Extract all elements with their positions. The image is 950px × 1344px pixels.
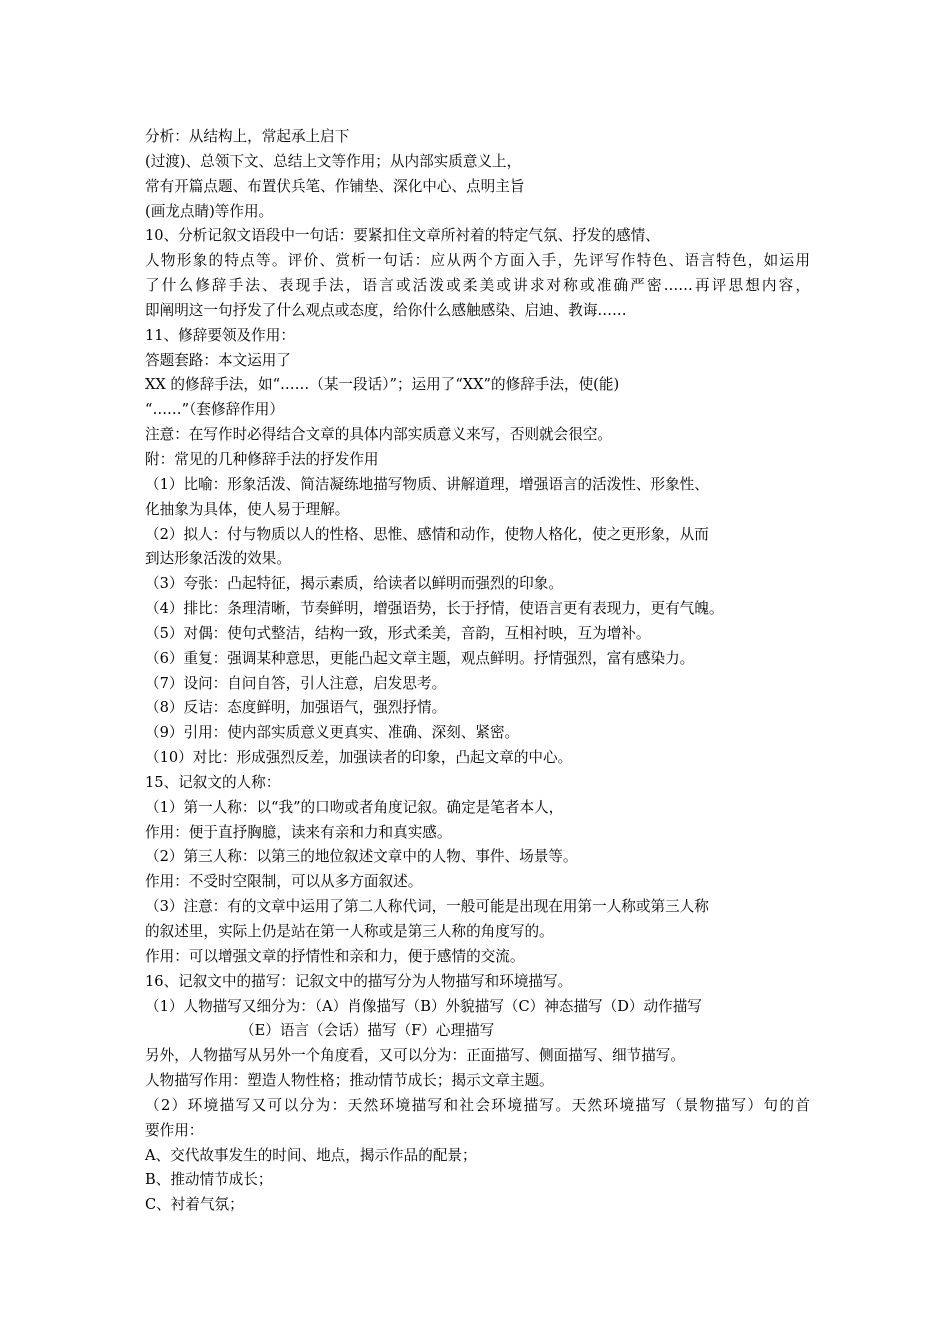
- list-item: B、推动情节成长；: [145, 1171, 273, 1189]
- list-item: （3）注意：有的文章中运用了第二人称代词，一般可能是出现在用第一人称或第三人称: [145, 898, 709, 916]
- section-heading: 16、记叙文中的描写：记叙文中的描写分为人物描写和环境描写。: [145, 972, 573, 990]
- list-item: （4）排比：条理清晰，节奏鲜明，增强语势，长于抒情，使语言更有表现力，更有气魄。: [145, 600, 724, 618]
- list-item: （5）对偶：使句式整洁，结构一致，形式柔美，音韵，互相衬映，互为增补。: [145, 624, 651, 642]
- list-item: （6）重复：强调某种意思，更能凸起文章主题，观点鲜明。抒情强烈，富有感染力。: [145, 649, 695, 667]
- list-item: C、衬着气氛；: [145, 1196, 244, 1214]
- list-item: （2）第三人称：以第三的地位叙述文章中的人物、事件、场景等。: [145, 848, 578, 866]
- text-line: 化抽象为具体，使人易于理解。: [145, 500, 350, 518]
- text-line: 作用：不受时空限制，可以从多方面叙述。: [145, 873, 423, 891]
- list-item: （8）反诘：态度鲜明，加强语气，强烈抒情。: [145, 699, 447, 717]
- text-line: （E）语言（会话）描写（F）心理描写: [240, 1022, 495, 1040]
- list-item: （1）第一人称：以“我”的口吻或者角度记叙。确定是笔者本人，: [145, 798, 564, 816]
- list-item: （7）设问：自问自答，引人注意，启发思考。: [145, 674, 447, 692]
- section-heading: 10、分析记叙文语段中一句话：要紧扣住文章所衬着的特定气氛、抒发的感情、: [145, 227, 660, 245]
- text-line: 作用：便于直抒胸臆，读来有亲和力和真实感。: [145, 823, 452, 841]
- section-heading: 11、修辞要领及作用：: [145, 326, 295, 344]
- list-item: （1）人物描写又细分为：（A）肖像描写（B）外貌描写（C）神态描写（D）动作描写: [145, 997, 702, 1015]
- text-line: (画龙点睛)等作用。: [145, 202, 274, 220]
- text-line: (过渡)、总领下文、总结上文等作用；从内部实质意义上，: [145, 152, 522, 170]
- text-line: 人物形象的特点等。评价、赏析一句话：应从两个方面入手，先评写作特色、语言特色，如运用: [145, 252, 810, 270]
- text-line: 即阐明这一句抒发了什么观点或态度，给你什么感触感染、启迪、教诲……: [145, 301, 627, 319]
- text-line: 的叙述里，实际上仍是站在第一人称或是第三人称的角度写的。: [145, 923, 554, 940]
- list-item: （9）引用：使内部实质意义更真实、准确、深刻、紧密。: [145, 724, 520, 742]
- text-line: 另外，人物描写从另外一个角度看，又可以分为：正面描写、侧面描写、细节描写。: [145, 1047, 685, 1065]
- text-line: 常有开篇点题、布置伏兵笔、作铺垫、深化中心、点明主旨: [145, 177, 525, 195]
- text-line: XX 的修辞手法，如“……（某一段话）”；运用了“XX”的修辞手法，使(能): [145, 376, 620, 394]
- text-line: 到达形象活泼的效果。: [145, 550, 291, 568]
- text-line: 注意：在写作时必得结合文章的具体内部实质意义来写，否则就会很空。: [145, 426, 613, 444]
- text-line: 作用：可以增强文章的抒情性和亲和力，便于感情的交流。: [145, 947, 525, 965]
- list-item: （10）对比：形成强烈反差，加强读者的印象，凸起文章的中心。: [145, 749, 573, 767]
- text-line: 分析：从结构上，常起承上启下: [145, 128, 350, 145]
- text-line: 答题套路：本文运用了: [145, 351, 291, 369]
- text-line: 人物描写作用：塑造人物性格；推动情节成长；揭示文章主题。: [145, 1072, 554, 1090]
- text-line: 了什么修辞手法、表现手法，语言或活泼或柔美或讲求对称或准确严密……再评思想内容，: [145, 277, 810, 295]
- document-body: [145, 125, 810, 1218]
- section-heading: 15、记叙文的人称：: [145, 773, 281, 791]
- text-line: 附：常见的几种修辞手法的抒发作用: [145, 450, 379, 468]
- text-line: “……”（套修辞作用）: [145, 401, 284, 419]
- list-item: （1）比喻：形象活泼、简洁凝练地描写物质、讲解道理，增强语言的活泼性、形象性、: [145, 475, 709, 493]
- text-line: 要作用：: [145, 1121, 204, 1139]
- list-item: （2）拟人：付与物质以人的性格、思惟、感情和动作，使物人格化，使之更形象，从而: [145, 525, 709, 543]
- list-item: A、交代故事发生的时间、地点，揭示作品的配景；: [145, 1146, 477, 1164]
- list-item: （3）夸张：凸起特征，揭示素质，给读者以鲜明而强烈的印象。: [145, 575, 563, 593]
- list-item: （2）环境描写又可以分为：天然环境描写和社会环境描写。天然环境描写（景物描写）句的首: [145, 1096, 810, 1114]
